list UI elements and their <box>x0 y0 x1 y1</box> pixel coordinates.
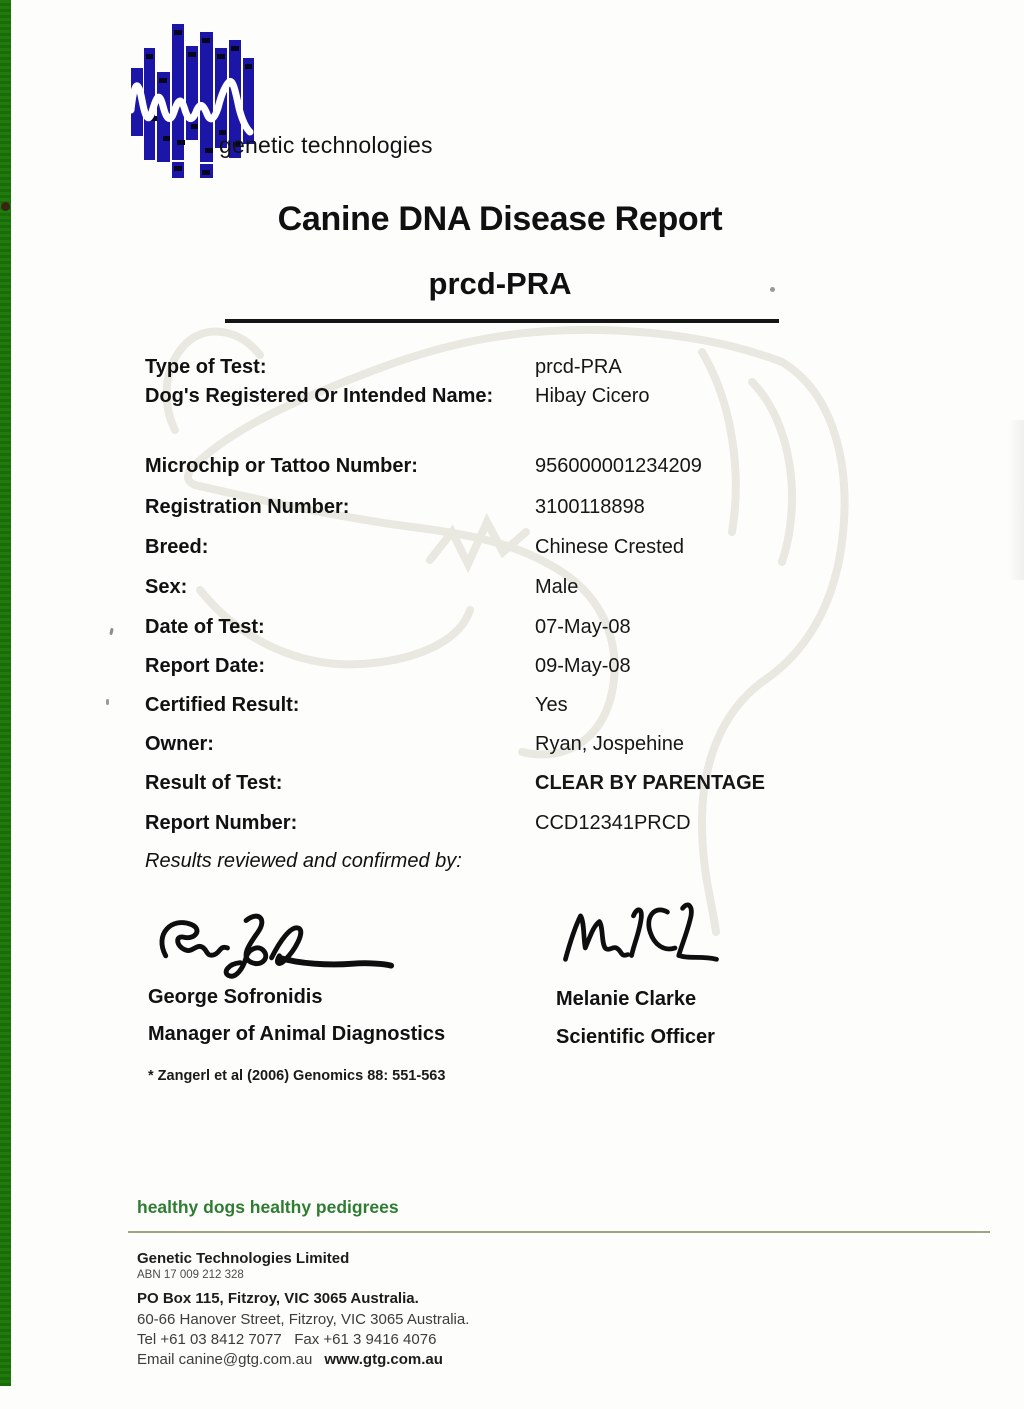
reviewed-label: Results reviewed and confirmed by: <box>145 850 462 872</box>
field-value-result: CLEAR BY PARENTAGE <box>535 772 766 794</box>
tagline: healthy dogs healthy pedigrees <box>137 1197 399 1217</box>
title-divider <box>225 319 779 323</box>
field-value: Yes <box>535 694 568 716</box>
footer-divider <box>128 1231 990 1233</box>
scan-band-artifact <box>1008 420 1024 580</box>
signature-george-sofronidis <box>152 906 397 986</box>
footer-po-box: PO Box 115, Fitzroy, VIC 3065 Australia. <box>137 1290 419 1307</box>
field-row-dog-name <box>145 385 1005 411</box>
field-value: prcd-PRA <box>535 356 622 378</box>
field-row-report-number <box>145 812 1005 838</box>
field-row-microchip <box>145 455 1005 481</box>
field-label: Type of Test: <box>145 356 267 378</box>
signatory-title: Manager of Animal Diagnostics <box>148 1023 446 1045</box>
footer-email: Email canine@gtg.com.au <box>137 1351 313 1368</box>
footer-email-line <box>137 1351 443 1368</box>
field-label: Result of Test: <box>145 772 283 794</box>
page-subtitle: prcd-PRA <box>428 266 572 301</box>
reference-footnote: * Zangerl et al (2006) Genomics 88: 551-563 <box>148 1068 446 1084</box>
field-label: Date of Test: <box>145 616 265 638</box>
field-value: 07-May-08 <box>535 616 631 638</box>
signatory-name: Melanie Clarke <box>556 988 697 1010</box>
footer-website: www.gtg.com.au <box>324 1351 443 1368</box>
field-label: Microchip or Tattoo Number: <box>145 455 418 477</box>
field-label: Report Date: <box>145 655 266 677</box>
signature-melanie-clarke <box>556 898 726 980</box>
scan-speck <box>106 699 109 705</box>
field-label: Breed: <box>145 536 209 558</box>
field-label: Certified Result: <box>145 694 300 716</box>
field-row-date-of-test <box>145 616 1005 642</box>
field-value: Ryan, Jospehine <box>535 733 684 755</box>
footer-tel-fax: Tel +61 03 8412 7077 Fax +61 3 9416 4076 <box>137 1331 437 1348</box>
field-value: Male <box>535 576 579 598</box>
footer-company-name: Genetic Technologies Limited <box>137 1250 350 1267</box>
page-title: Canine DNA Disease Report <box>277 200 723 238</box>
scan-dot <box>770 287 775 292</box>
field-value: 956000001234209 <box>535 455 702 477</box>
field-label: Registration Number: <box>145 496 350 518</box>
field-value: Chinese Crested <box>535 536 684 558</box>
field-label: Report Number: <box>145 812 298 834</box>
field-row-report-date <box>145 655 1005 681</box>
field-value: CCD12341PRCD <box>535 812 691 834</box>
field-row-certified-result <box>145 694 1005 720</box>
signatory-name: George Sofronidis <box>148 986 323 1008</box>
field-row-result-of-test <box>145 772 1005 798</box>
field-row-sex <box>145 576 1005 602</box>
footer-abn: ABN 17 009 212 328 <box>137 1269 244 1281</box>
footer-street-address: 60-66 Hanover Street, Fitzroy, VIC 3065 Australia. <box>137 1311 470 1328</box>
field-row-type-of-test <box>145 356 1005 382</box>
reviewed-confirmed-line <box>145 850 1005 876</box>
logo-brand-text: genetic technologies <box>219 132 433 158</box>
field-label: Owner: <box>145 733 214 755</box>
genetic-technologies-logo <box>130 20 433 180</box>
field-row-breed <box>145 536 1005 562</box>
field-label: Sex: <box>145 576 188 598</box>
field-label: Dog's Registered Or Intended Name: <box>145 385 494 407</box>
field-row-owner <box>145 733 1005 759</box>
field-value: 09-May-08 <box>535 655 631 677</box>
scan-speck <box>109 628 113 635</box>
field-value: 3100118898 <box>535 496 645 518</box>
field-row-registration <box>145 496 1005 522</box>
field-value: Hibay Cicero <box>535 385 650 407</box>
signatory-title: Scientific Officer <box>556 1026 715 1048</box>
